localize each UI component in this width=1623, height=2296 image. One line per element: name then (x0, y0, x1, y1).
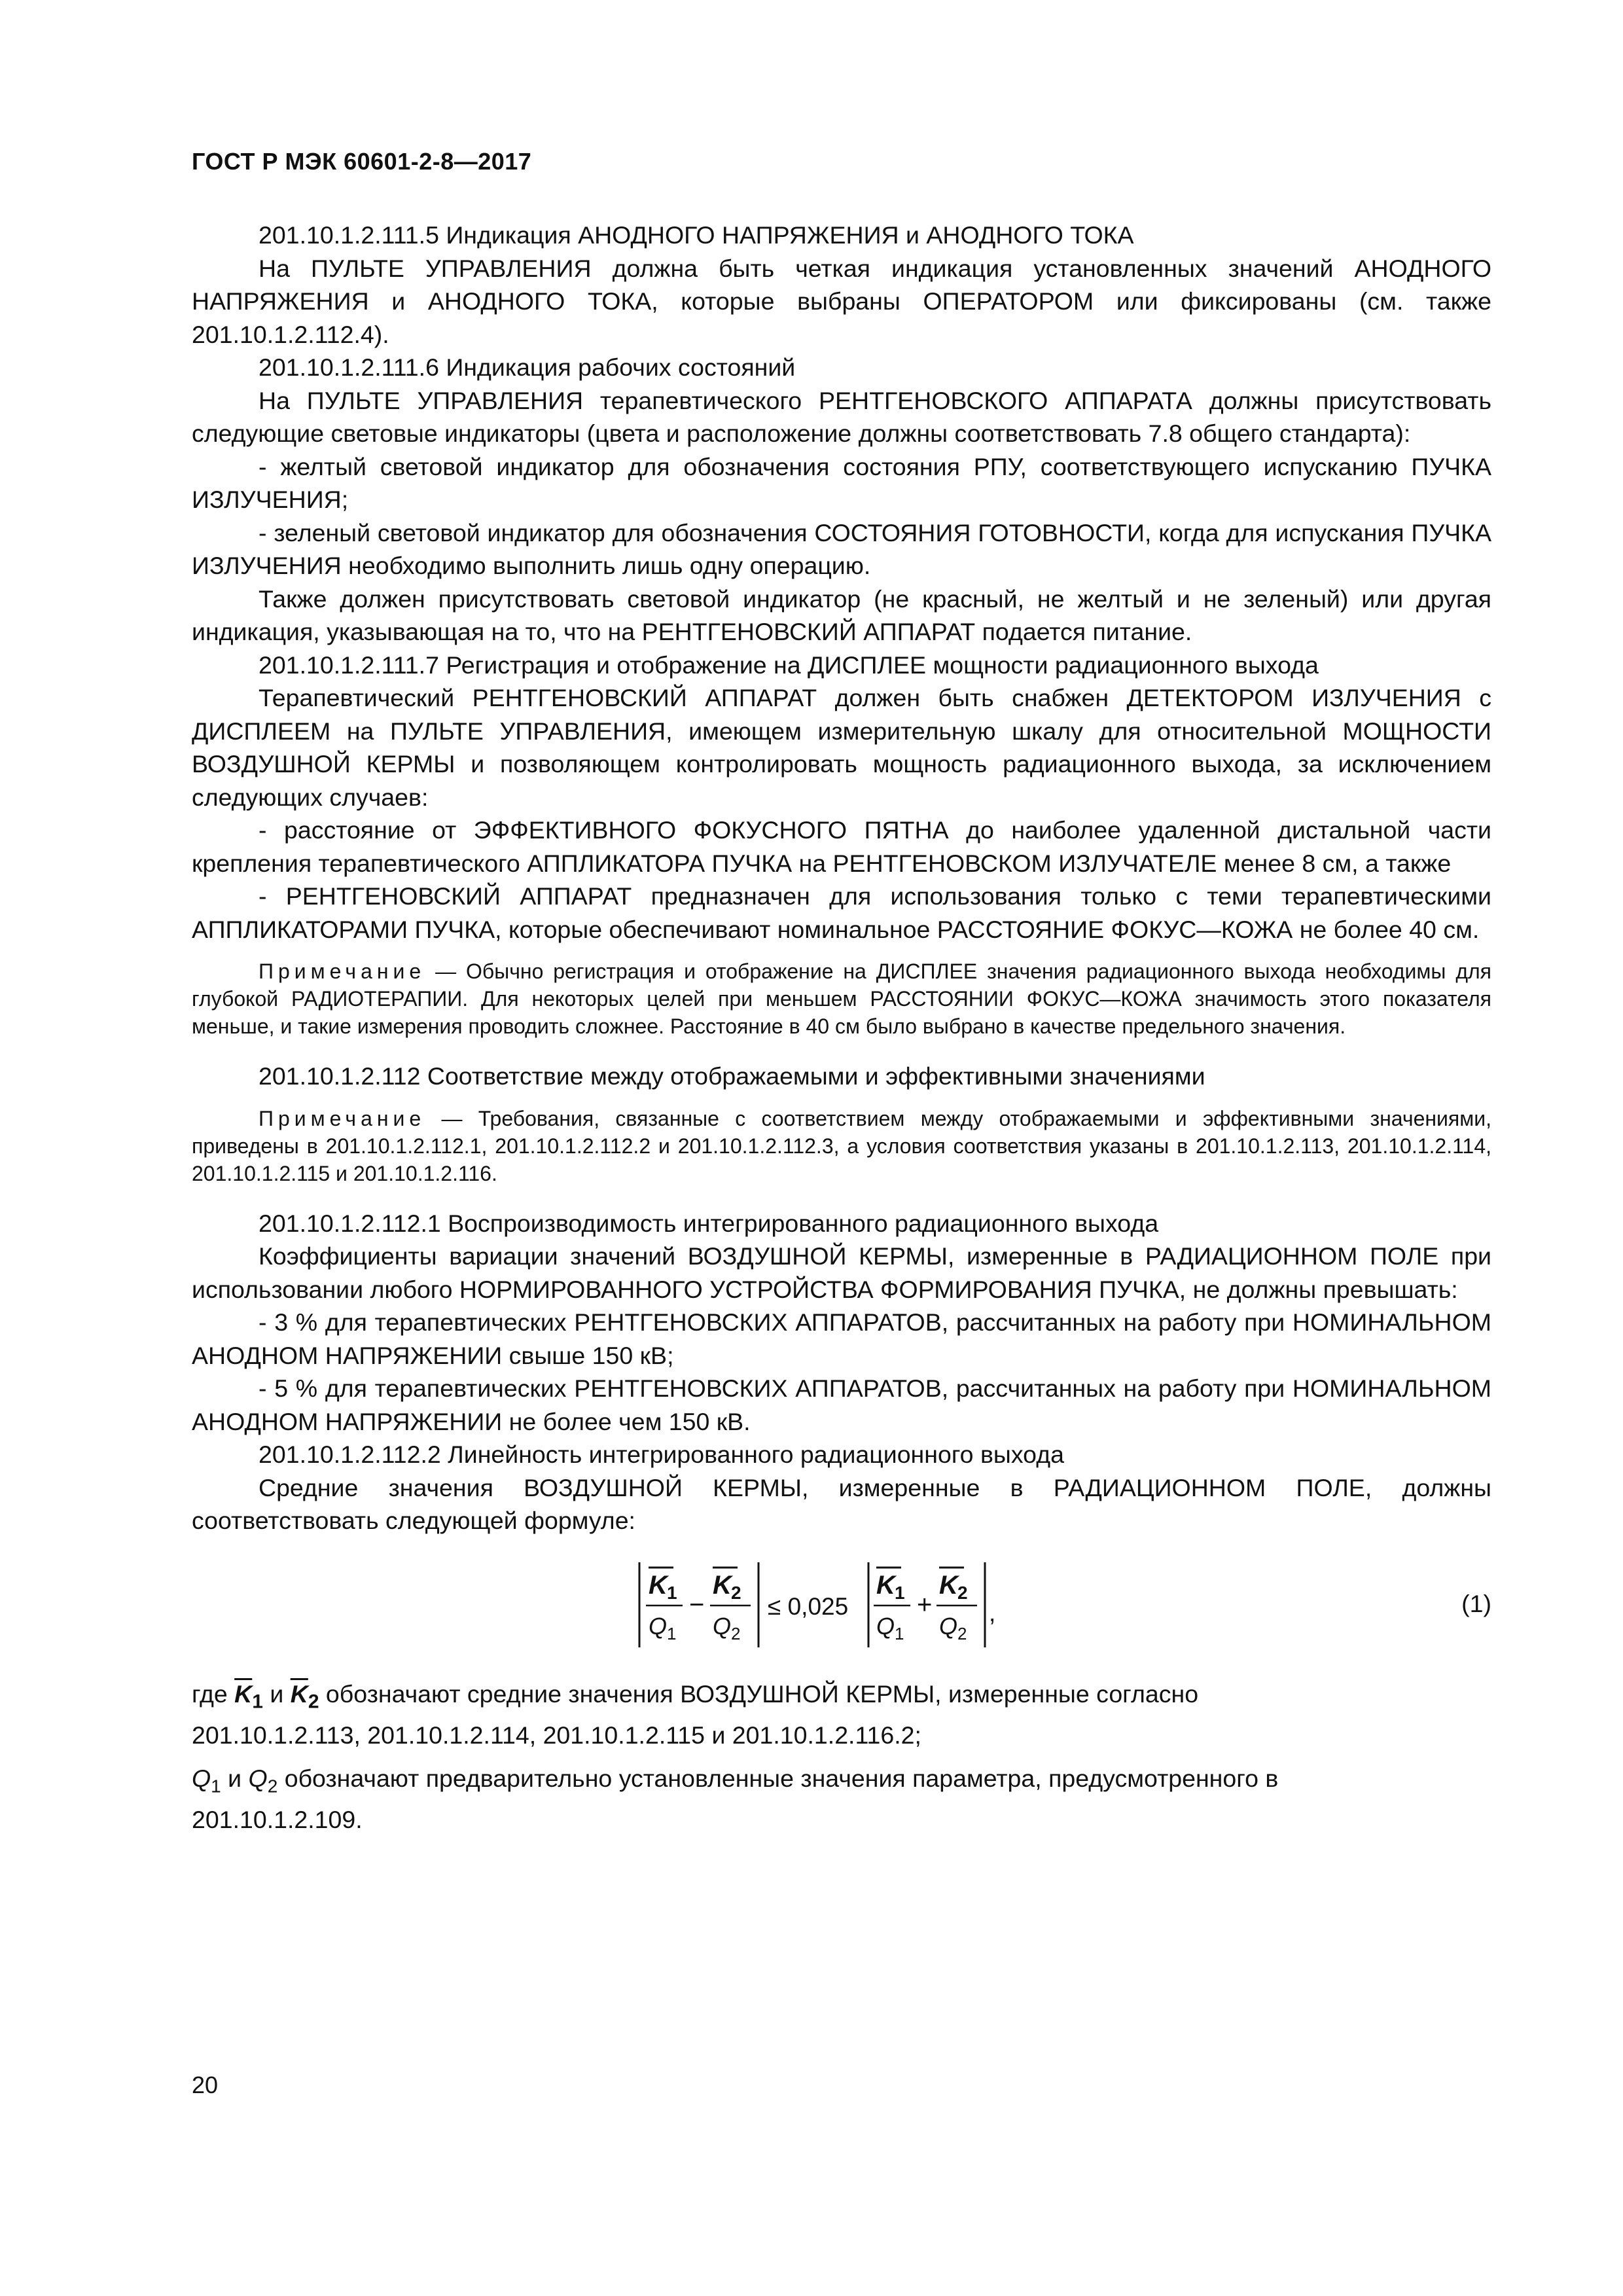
minus-sign: − (689, 1590, 705, 1619)
list-item-yellow-indicator: - желтый световой индикатор для обозначения состояния РПУ, соответствующего испусканию ПУЧКА ИЗЛУЧЕНИЯ; (192, 452, 1491, 513)
clause-112-title: 201.10.1.2.112 Соответствие между отображаемыми и эффективными значениями (259, 1062, 1205, 1090)
list-item-5-percent: - 5 % для терапевтических РЕНТГЕНОВСКИХ АППАРАТОВ, рассчитанных на работу при НОМИНАЛЬНОМ АНОДНОМ НАПРЯЖЕНИИ не более чем 150 кВ. (192, 1374, 1491, 1435)
k1-symbol-right: K (876, 1570, 895, 1600)
formula-explanation (192, 1677, 1491, 1837)
note-text: — Обычно регистрация и отображение на ДИСПЛЕЕ значения радиационного выхода необходимы для глубокой РАДИОТЕРАПИИ. Для некоторых целей при меньшем РАССТОЯНИИ ФОКУС—КОЖА значимость этого показателя меньше, и такие измерения проводить сложнее. Расстояние в 40 см было выбрано в качестве предельного значения. (192, 960, 1491, 1038)
clause-111-6-title: 201.10.1.2.111.6 Индикация рабочих состояний (259, 353, 796, 381)
note-label: Примечание (259, 1106, 426, 1130)
k2-subscript: 2 (731, 1582, 741, 1603)
formula-block (192, 1556, 1491, 1654)
k1-subscript: 1 (667, 1582, 677, 1603)
q1-subscript: 1 (667, 1623, 677, 1643)
clause-111-5-text: На ПУЛЬТЕ УПРАВЛЕНИЯ должна быть четкая индикация установленных значений АНОДНОГО НАПРЯЖЕНИЯ и АНОДНОГО ТОКА, которые выбраны ОПЕРАТОРОМ или фиксированы (см. также 201.10.1.2.112.4). (192, 254, 1491, 348)
k1-subscript: 1 (252, 1691, 263, 1712)
k2-subscript-right: 2 (957, 1582, 968, 1603)
q1-subscript-right: 1 (895, 1623, 904, 1643)
k2-symbol-right: K (939, 1570, 958, 1600)
list-item-3-percent: - 3 % для терапевтических РЕНТГЕНОВСКИХ АППАРАТОВ, рассчитанных на работу при НОМИНАЛЬНОМ АНОДНОМ НАПРЯЖЕНИИ свыше 150 кВ; (192, 1308, 1491, 1369)
clause-112-2-text: Средние значения ВОЗДУШНОЙ КЕРМЫ, измеренные в РАДИАЦИОННОМ ПОЛЕ, должны соответствовать следующей формуле: (192, 1473, 1491, 1534)
page-number: 20 (192, 2072, 219, 2098)
where-k-line-2: 201.10.1.2.113, 201.10.1.2.114, 201.10.1.2.115 и 201.10.1.2.116.2; (192, 1721, 921, 1749)
k1-symbol: $\overline{K}$ (234, 1679, 253, 1708)
note-correspondence (192, 1105, 1491, 1187)
q2-symbol: Q (713, 1612, 732, 1640)
clause-112-1-text: Коэффициенты вариации значений ВОЗДУШНОЙ КЕРМЫ, измеренные в РАДИАЦИОННОМ ПОЛЕ при использовании любого НОРМИРОВАННОГО УСТРОЙСТВА ФОРМИРОВАНИЯ ПУЧКА, не должны превышать: (192, 1242, 1491, 1303)
list-item-green-indicator: - зеленый световой индикатор для обозначения СОСТОЯНИЯ ГОТОВНОСТИ, когда для испускания ПУЧКА ИЗЛУЧЕНИЯ необходимо выполнить лишь одну операцию. (192, 518, 1491, 579)
q2-symbol: Q (248, 1765, 268, 1792)
relation-text: ≤ 0,025 (768, 1592, 849, 1620)
formula-comma: , (989, 1599, 996, 1626)
k2-symbol: $\overline{K}$ (290, 1679, 308, 1708)
clause-112-2-title: 201.10.1.2.112.2 Линейность интегрированного радиационного выхода (259, 1441, 1064, 1468)
clause-112-1-title: 201.10.1.2.112.1 Воспроизводимость интегрированного радиационного выхода (259, 1209, 1159, 1237)
clause-111-7-text: Терапевтический РЕНТГЕНОВСКИЙ АППАРАТ должен быть снабжен ДЕТЕКТОРОМ ИЗЛУЧЕНИЯ с ДИСПЛЕЕМ на ПУЛЬТЕ УПРАВЛЕНИЯ, имеющем измерительную шкалу для относительной МОЩНОСТИ ВОЗДУШНОЙ КЕРМЫ и позволяющем контролировать мощность радиационного выхода, за исключением следующих случаев: (192, 684, 1491, 811)
where-k-line: где $\overline{K}_1$ и $\overline{K}_2$ обозначают средние значения ВОЗДУШНОЙ КЕРМЫ, измеренные согласно (192, 1679, 1199, 1712)
document-body (192, 219, 1491, 1837)
clause-111-7-title: 201.10.1.2.111.7 Регистрация и отображение на ДИСПЛЕЕ мощности радиационного выхода (259, 651, 1319, 679)
k2-symbol: K (713, 1570, 732, 1600)
linearity-formula (637, 1556, 1095, 1654)
standard-header: ГОСТ Р МЭК 60601-2-8—2017 (192, 148, 532, 175)
clause-111-6-text: На ПУЛЬТЕ УПРАВЛЕНИЯ терапевтического РЕНТГЕНОВСКОГО АППАРАТА должны присутствовать следующие световые индикаторы (цвета и расположение должны соответствовать 7.8 общего стандарта): (192, 386, 1491, 447)
formula-number: (1) (1461, 1589, 1491, 1617)
where-q-line: $Q_1$ и $Q_2$ обозначают предварительно установленные значения параметра, предусмотренного в (192, 1765, 1279, 1797)
list-item-distance: - расстояние от ЭФФЕКТИВНОГО ФОКУСНОГО ПЯТНА до наиболее удаленной дистальной части крепления терапевтического АППЛИКАТОРА ПУЧКА на РЕНТГЕНОВСКОМ ИЗЛУЧАТЕЛЕ менее 8 см, а также (192, 816, 1491, 877)
q2-subscript: 2 (267, 1776, 278, 1797)
q2-subscript-right: 2 (957, 1623, 967, 1643)
list-item-applicators: - РЕНТГЕНОВСКИЙ АППАРАТ предназначен для использования только с теми терапевтическими АППЛИКАТОРАМИ ПУЧКА, которые обеспечивают номинальное РАССТОЯНИЕ ФОКУС—КОЖА не более 40 см. (192, 882, 1491, 943)
q1-symbol: Q (192, 1765, 211, 1792)
k1-subscript-right: 1 (895, 1582, 905, 1603)
note-radiation-output (192, 958, 1491, 1040)
plus-sign: + (917, 1590, 933, 1619)
q2-symbol-right: Q (939, 1612, 958, 1640)
power-indicator-text: Также должен присутствовать световой индикатор (не красный, не желтый и не зеленый) или другая индикация, указывающая на то, что на РЕНТГЕНОВСКИЙ АППАРАТ подается питание. (192, 584, 1491, 645)
note-label: Примечание (259, 960, 426, 983)
q2-subscript: 2 (731, 1623, 741, 1643)
q1-symbol: Q (649, 1612, 668, 1640)
where-q-line-2: 201.10.1.2.109. (192, 1806, 363, 1833)
q1-subscript: 1 (211, 1776, 221, 1797)
q1-symbol-right: Q (876, 1612, 895, 1640)
clause-111-5-title: 201.10.1.2.111.5 Индикация АНОДНОГО НАПРЯЖЕНИЯ и АНОДНОГО ТОКА (259, 221, 1134, 249)
k2-subscript: 2 (308, 1691, 319, 1712)
k1-symbol: K (649, 1570, 668, 1600)
note-text: — Требования, связанные с соответствием между отображаемыми и эффективными значениями, приведены в 201.10.1.2.112.1, 201.10.1.2.112.2 и 201.10.1.2.112.3, а условия соответствия указаны в 201.10.1.2.113, 201.10.1.2.114, 201.10.1.2.115 и 201.10.1.2.116. (192, 1106, 1491, 1185)
